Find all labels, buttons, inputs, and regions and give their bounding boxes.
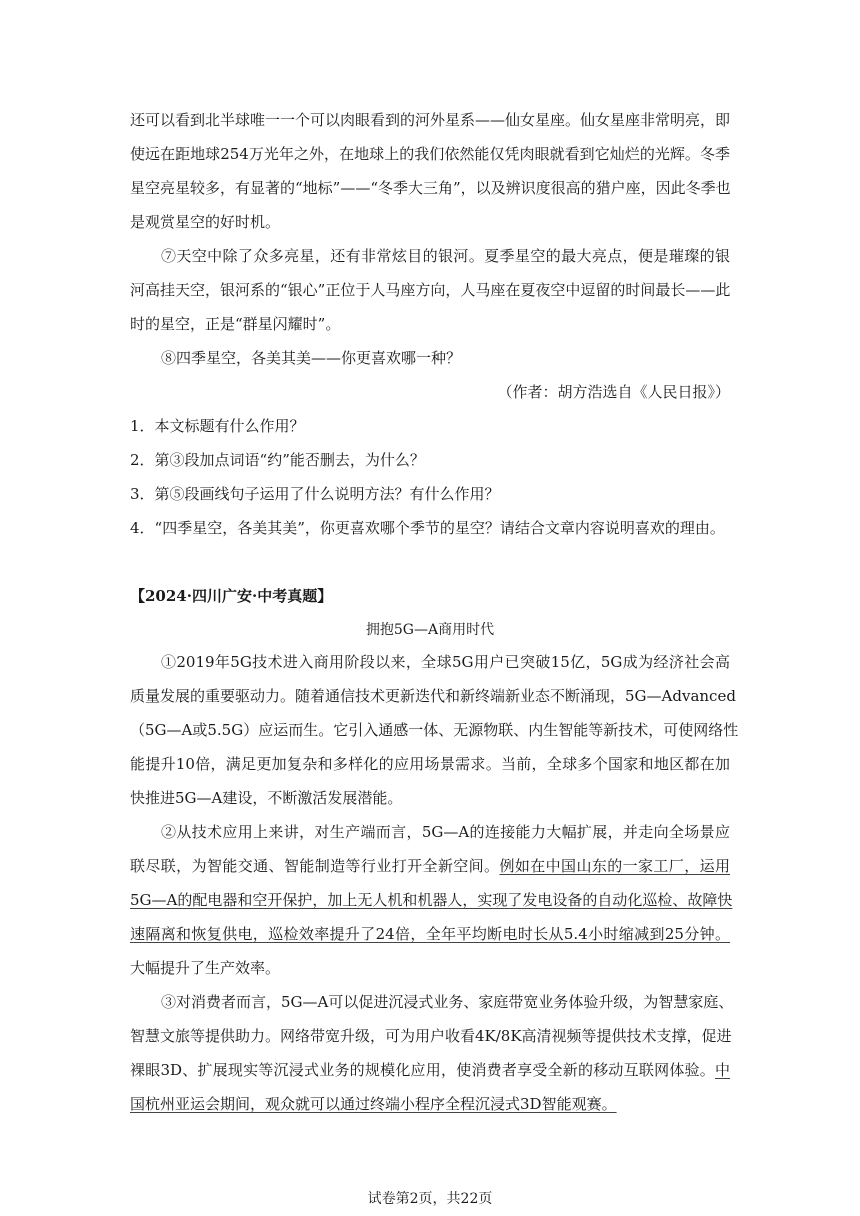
- underlined-sentence: 国杭州亚运会期间，观众就可以通过终端小程序全程沉浸式3D智能观赛。: [130, 1095, 617, 1113]
- passage-line: 使远在距地球254万光年之外，在地球上的我们依然能仅凭肉眼就看到它灿烂的光辉。冬季: [130, 145, 730, 163]
- paragraph-1-line: 能提升10倍，满足更加复杂和多样化的应用场景需求。当前，全球多个国家和地区都在加: [130, 755, 730, 773]
- article-title: 拥抱5G—A商用时代: [365, 622, 495, 638]
- paragraph-8: ⑧四季星空，各美其美——你更喜欢哪一种？: [161, 349, 462, 367]
- paragraph-7-line: ⑦天空中除了众多亮星，还有非常炫目的银河。夏季星空的最大亮点，便是璀璨的银: [161, 247, 730, 265]
- paragraph-2-line: [130, 856, 730, 876]
- paragraph-3-line: ③对消费者而言，5G—A可以促进沉浸式业务、家庭带宽业务体验升级，为智慧家庭、: [161, 993, 734, 1011]
- paragraph-1-line: （5G—A或5.5G）应运而生。它引入通感一体、无源物联、内生智能等新技术，可使网络性: [130, 721, 739, 739]
- passage-line: 是观赏星空的好时机。: [130, 213, 281, 231]
- paragraph-2-text: 联尽联，为智能交通、智能制造等行业打开全新空间。: [130, 857, 500, 875]
- underlined-sentence: 例如在中国山东的一家工厂，运用: [499, 857, 730, 875]
- question-1: 1．本文标题有什么作用？: [130, 417, 305, 435]
- author-credit: （作者：胡方浩选自《人民日报》）: [497, 383, 730, 401]
- passage-line: 还可以看到北半球唯一一个可以肉眼看到的河外星系——仙女星座。仙女星座非常明亮，即: [130, 111, 731, 129]
- underlined-sentence: 速隔离和恢复供电，巡检效率提升了24倍，全年平均断电时长从5.4小时缩减到25分钟。: [130, 925, 730, 943]
- paragraph-1-line: 快推进5G—A建设，不断激活发展潜能。: [130, 789, 403, 807]
- paragraph-3-line: [130, 1060, 730, 1080]
- paragraph-2-line: ②从技术应用上来讲，对生产端而言，5G—A的连接能力大幅扩展，并走向全场景应: [161, 823, 730, 841]
- underlined-sentence: 中: [714, 1061, 730, 1079]
- paragraph-3-text: 裸眼3D、扩展现实等沉浸式业务的规模化应用，使消费者享受全新的移动互联网体验。: [130, 1061, 715, 1079]
- paragraph-2-line: 大幅提升了生产效率。: [130, 959, 281, 977]
- passage-line: 星空亮星较多，有显著的“地标”——“冬季大三角”，以及辨识度很高的猎户座，因此冬季也: [130, 179, 731, 197]
- paragraph-7-line: 时的星空，正是“群星闪耀时”。: [130, 315, 341, 333]
- section-header: 【2024·四川广安·中考真题】: [130, 587, 333, 605]
- paragraph-1-line: 质量发展的重要驱动力。随着通信技术更新迭代和新终端新业态不断涌现，5G—Advanced: [130, 687, 736, 705]
- question-2: 2．第③段加点词语“约”能否删去，为什么？: [130, 451, 425, 469]
- underlined-sentence: 5G—A的配电器和空开保护，加上无人机和机器人，实现了发电设备的自动化巡检、故障快: [130, 891, 733, 909]
- page-footer: 试卷第2页，共22页: [367, 1191, 493, 1207]
- paragraph-3-line: 智慧文旅等提供助力。网络带宽升级，可为用户收看4K/8K高清视频等提供技术支撑，促进: [130, 1027, 732, 1045]
- paragraph-1-line: ①2019年5G技术进入商用阶段以来，全球5G用户已突破15亿，5G成为经济社会高: [161, 653, 730, 671]
- question-4: 4．“四季星空，各美其美”，你更喜欢哪个季节的星空？请结合文章内容说明喜欢的理由。: [130, 519, 725, 537]
- paragraph-7-line: 河高挂天空，银河系的“银心”正位于人马座方向，人马座在夏夜空中逗留的时间最长——此: [130, 281, 731, 299]
- question-3: 3．第⑤段画线句子运用了什么说明方法？有什么作用？: [130, 485, 500, 503]
